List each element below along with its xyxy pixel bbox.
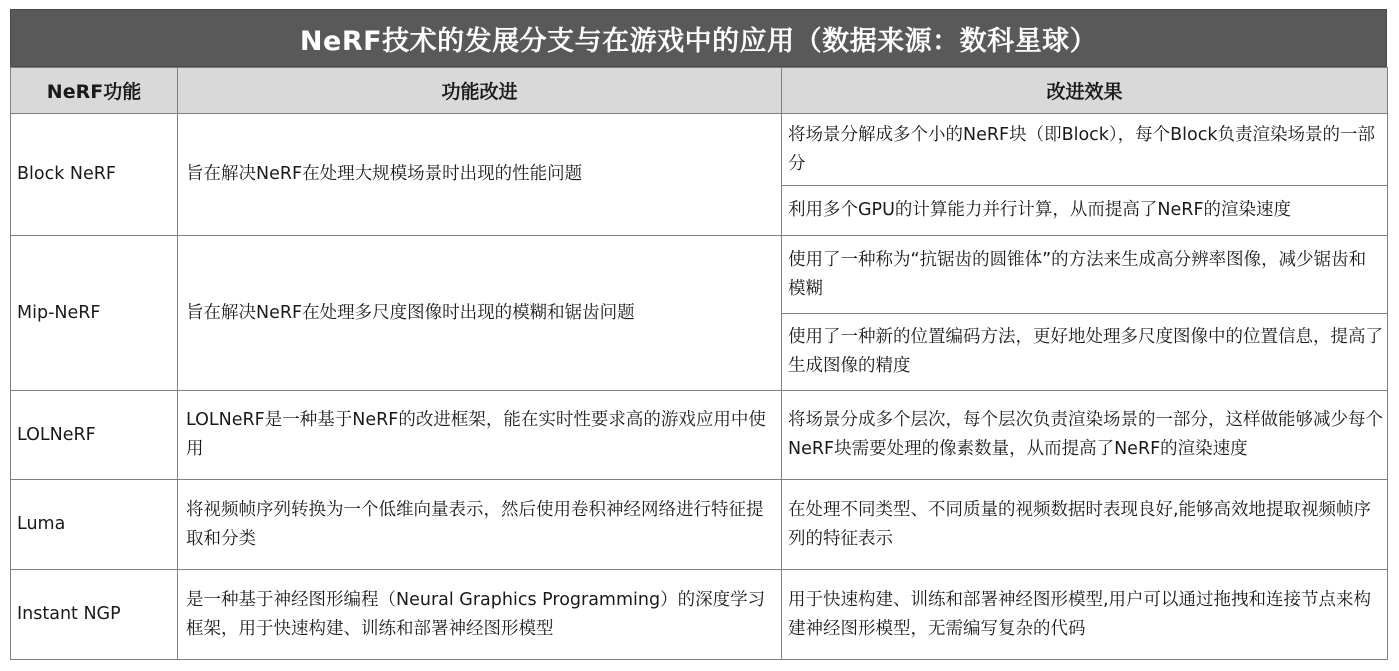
table-row <box>11 391 1388 480</box>
effect-cell: 将场景分成多个层次，每个层次负责渲染场景的一部分，这样做能够减少每个NeRF块需要处理的像素数量，从而提高了NeRF的渲染速度 <box>782 391 1388 480</box>
improvement-cell: 旨在解决NeRF在处理多尺度图像时出现的模糊和锯齿问题 <box>178 236 782 391</box>
header-row <box>11 68 1388 114</box>
effect-cell: 利用多个GPU的计算能力并行计算，从而提高了NeRF的渲染速度 <box>782 186 1388 236</box>
table-row <box>11 480 1388 570</box>
effect-cell: 在处理不同类型、不同质量的视频数据时表现良好,能够高效地提取视频帧序列的特征表示 <box>782 480 1388 570</box>
header-feature: NeRF功能 <box>11 68 178 114</box>
feature-cell: Block NeRF <box>11 114 178 236</box>
nerf-table-container <box>10 9 1387 660</box>
header-improvement: 功能改进 <box>178 68 782 114</box>
feature-cell: Instant NGP <box>11 570 178 660</box>
feature-cell: Mip-NeRF <box>11 236 178 391</box>
table-row <box>11 236 1388 314</box>
effect-cell: 将场景分解成多个小的NeRF块（即Block），每个Block负责渲染场景的一部分 <box>782 114 1388 186</box>
effect-cell: 用于快速构建、训练和部署神经图形模型,用户可以通过拖拽和连接节点来构建神经图形模型，无需编写复杂的代码 <box>782 570 1388 660</box>
table-row <box>11 570 1388 660</box>
effect-cell: 使用了一种新的位置编码方法，更好地处理多尺度图像中的位置信息，提高了生成图像的精度 <box>782 314 1388 391</box>
table-row <box>11 114 1388 186</box>
feature-cell: LOLNeRF <box>11 391 178 480</box>
effect-cell: 使用了一种称为“抗锯齿的圆锥体”的方法来生成高分辨率图像，减少锯齿和模糊 <box>782 236 1388 314</box>
nerf-table <box>10 67 1388 660</box>
improvement-cell: LOLNeRF是一种基于NeRF的改进框架，能在实时性要求高的游戏应用中使用 <box>178 391 782 480</box>
table-title: NeRF技术的发展分支与在游戏中的应用（数据来源：数科星球） <box>10 9 1387 67</box>
improvement-cell: 旨在解决NeRF在处理大规模场景时出现的性能问题 <box>178 114 782 236</box>
header-effect: 改进效果 <box>782 68 1388 114</box>
improvement-cell: 将视频帧序列转换为一个低维向量表示，然后使用卷积神经网络进行特征提取和分类 <box>178 480 782 570</box>
improvement-cell: 是一种基于神经图形编程（Neural Graphics Programming）的深度学习框架，用于快速构建、训练和部署神经图形模型 <box>178 570 782 660</box>
feature-cell: Luma <box>11 480 178 570</box>
